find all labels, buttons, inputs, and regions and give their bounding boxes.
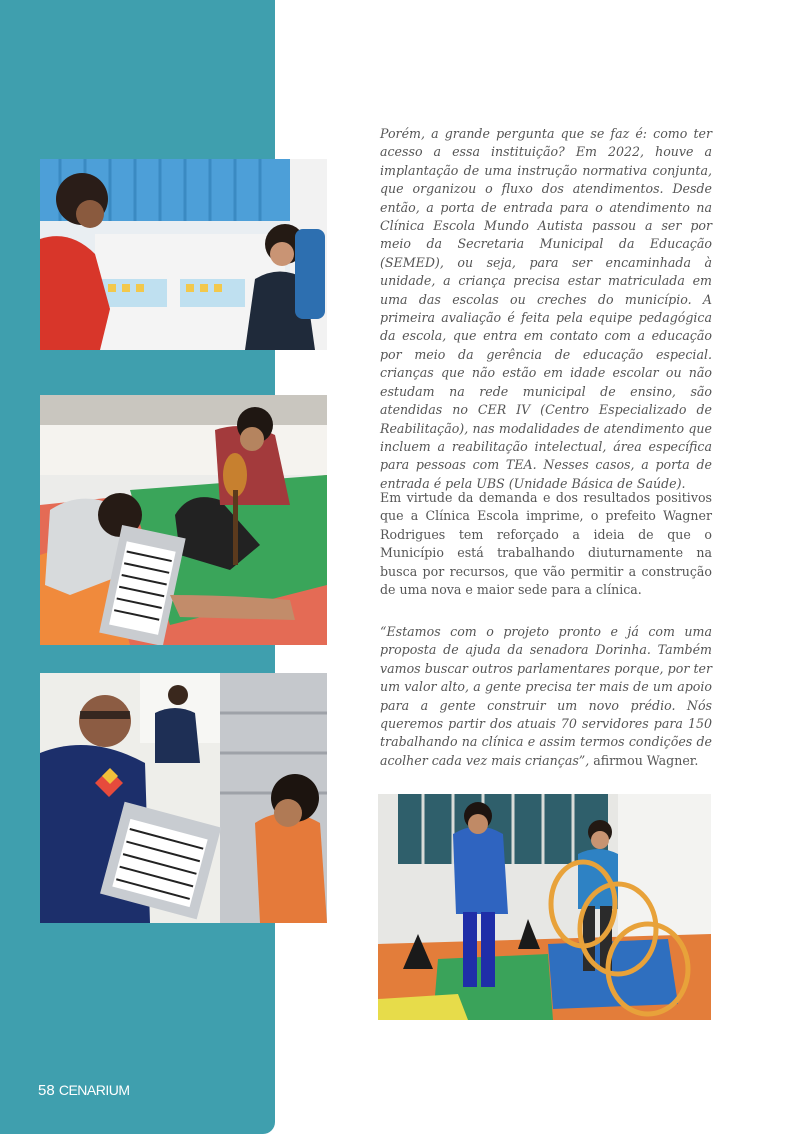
article-quote-block: [380, 623, 712, 770]
article-paragraph-demand: Em virtude da demanda e dos resultados positivos que a Clínica Escola imprime, o prefeito Wagner Rodrigues tem reforçado a ideia de que o Município está trabalhando diuturnamente na busca por recursos, que vão permitir a construção de uma nova e maior sede para a clínica.: [380, 490, 712, 598]
article-quote: “Estamos com o projeto pronto e já com uma proposta de ajuda da senadora Dorinha. Também vamos buscar outros parlamentares porque, por ter um valor alto, a gente precisa ter mais de um apoio para a gente construir um novo prédio. Nós queremos partir dos atuais 70 servidores para 150 trabalhando na clínica e assim termos condições de acolher cada vez mais crianças”,: [380, 624, 712, 768]
quote-attribution: afirmou Wagner.: [589, 752, 699, 768]
photo-table-activity: [40, 159, 327, 350]
article-paragraph-access: Porém, a grande pergunta que se faz é: como ter acesso a essa instituição? Em 2022, houve a implantação de uma instrução normativa conjunta, que organizou o fluxo dos atendimentos. Desde então, a porta de entrada para o atendimento na Clínica Escola Mundo Autista passou a ser por meio da Secretaria Municipal da Educação (SEMED), ou seja, para ser encaminhada à unidade, a criança precisa estar matriculada em uma das escolas ou creches do município. A primeira avaliação é feita pela equipe pedagógica da escola, que entra em contato com a educação por meio da gerência de educação especial. crianças que não estão em idade escolar ou não estudam na rede municipal de ensino, são atendidas no CER IV (Centro Especializado de Reabilitação), nas modalidades de atendimento que incluem a reabilitação intelectual, área específica para pessoas com TEA. Nesses casos, a porta de entrada é pela UBS (Unidade Básica de Saúde).: [380, 126, 712, 491]
magazine-brand: CENARIUM: [58, 1082, 130, 1098]
page-footer: [38, 1082, 130, 1099]
photo-hoops-activity: [378, 794, 711, 1020]
photo-keyboard-lesson: [40, 673, 327, 923]
photo-music-guitar: [40, 395, 327, 645]
page-number: 58: [38, 1082, 55, 1099]
